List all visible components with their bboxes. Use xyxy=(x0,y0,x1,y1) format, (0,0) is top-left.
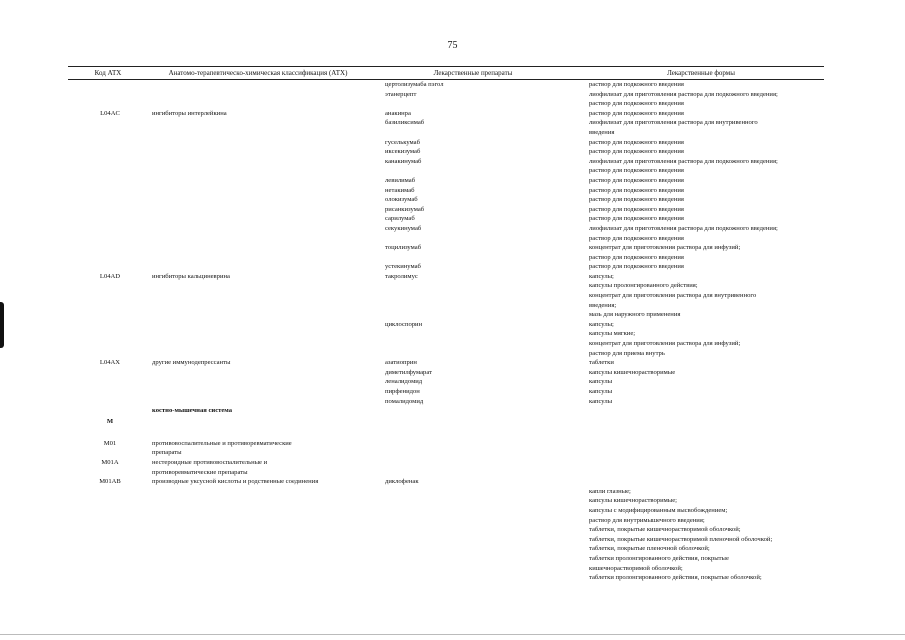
form-cell: введения xyxy=(589,128,615,136)
table-row xyxy=(68,90,824,100)
form-cell: раствор для подкожного введения xyxy=(589,205,684,213)
table-row xyxy=(68,358,824,368)
table-row xyxy=(68,243,824,253)
drug-cell: гуселькумаб xyxy=(385,138,420,146)
drug-cell: левилимаб xyxy=(385,176,416,184)
table-row xyxy=(68,544,824,554)
table-row xyxy=(68,234,824,244)
table-row xyxy=(68,138,824,148)
drug-cell: устекинумаб xyxy=(385,263,421,271)
table-row xyxy=(68,417,824,429)
form-cell: таблетки пролонгированного действия, покрытые оболочкой; xyxy=(589,574,762,582)
form-cell: капсулы xyxy=(589,397,613,405)
table-row xyxy=(68,487,824,497)
form-cell: концентрат для приготовления раствора для инфузий; xyxy=(589,340,741,348)
code-cell: L04AD xyxy=(99,272,121,280)
page-number: 75 xyxy=(447,40,458,51)
form-cell: мазь для наружного применения xyxy=(589,311,681,319)
form-cell: раствор для подкожного введения xyxy=(589,234,684,242)
table-row xyxy=(68,320,824,330)
form-cell: раствор для подкожного введения xyxy=(589,253,684,261)
table-row xyxy=(68,281,824,291)
form-cell: кишечнорастворимой оболочкой; xyxy=(589,564,683,572)
form-cell: капсулы xyxy=(589,378,613,386)
table-row xyxy=(68,429,824,439)
ath-cell: препараты xyxy=(152,449,182,457)
table-row xyxy=(68,516,824,526)
table-row xyxy=(68,377,824,387)
drug-cell: секукинумаб xyxy=(385,224,422,232)
ath-cell: костно-мышечная система xyxy=(152,407,233,415)
form-cell: лиофилизат для приготовления раствора для внутривенного xyxy=(589,119,758,127)
table-row xyxy=(68,80,824,90)
form-cell: раствор для подкожного введения xyxy=(589,109,684,117)
ath-cell: другие иммунодепрессанты xyxy=(152,359,231,367)
drug-cell: иксекизумаб xyxy=(385,148,421,156)
form-cell: раствор для подкожного введения xyxy=(589,186,684,194)
drug-cell: тоцилизумаб xyxy=(385,244,422,252)
drug-cell: помалидомид xyxy=(385,397,424,405)
form-cell: раствор для приема внутрь xyxy=(589,349,665,357)
table-row xyxy=(68,448,824,458)
form-cell: раствор для подкожного введения xyxy=(589,167,684,175)
form-cell: капсулы кишечнорастворимые xyxy=(589,368,676,376)
table-row xyxy=(68,166,824,176)
ath-cell: нестероидные противовоспалительные и xyxy=(152,458,268,466)
table-row xyxy=(68,339,824,349)
form-cell: капсулы кишечнорастворимые; xyxy=(589,497,677,505)
table-row xyxy=(68,554,824,564)
drug-cell: олокизумаб xyxy=(385,196,418,204)
form-cell: раствор для подкожного введения xyxy=(589,263,684,271)
table-row xyxy=(68,349,824,359)
table-row xyxy=(68,535,824,545)
drug-cell: канакинумаб xyxy=(385,157,422,165)
form-cell: капсулы мягкие; xyxy=(589,330,636,338)
drug-cell: леналидомид xyxy=(385,378,423,386)
table-row xyxy=(68,195,824,205)
table-row xyxy=(68,176,824,186)
drug-cell: диклофенак xyxy=(385,478,419,486)
ath-cell: противовоспалительные и противоревматические xyxy=(152,439,292,447)
table-row xyxy=(68,439,824,449)
header-drugs: Лекарственные препараты xyxy=(433,69,513,77)
form-cell: капсулы; xyxy=(589,320,614,328)
table-row xyxy=(68,214,824,224)
table-header xyxy=(68,66,824,80)
form-cell: раствор для внутримышечного введения; xyxy=(589,516,705,524)
drug-cell: этанерцепт xyxy=(385,90,417,98)
form-cell: раствор для подкожного введения xyxy=(589,148,684,156)
table-row xyxy=(68,458,824,468)
code-cell: M01 xyxy=(103,439,117,447)
code-cell: L04AC xyxy=(100,109,120,117)
table-body xyxy=(68,80,824,583)
form-cell: лиофилизат для приготовления раствора для подкожного введения; xyxy=(589,157,778,165)
form-cell: раствор для подкожного введения xyxy=(589,196,684,204)
table-row xyxy=(68,147,824,157)
form-cell: раствор для подкожного введения xyxy=(589,215,684,223)
code-cell: M xyxy=(106,418,114,426)
ath-cell: ингибиторы кальциневрина xyxy=(152,272,230,280)
form-cell: раствор для подкожного введения xyxy=(589,176,684,184)
table-row xyxy=(68,186,824,196)
table-row xyxy=(68,329,824,339)
table-row xyxy=(68,406,824,417)
page-bottom-edge xyxy=(0,634,905,635)
drug-cell: такролимус xyxy=(385,272,418,280)
drug-cell: циклоспорин xyxy=(385,320,423,328)
form-cell: капсулы; xyxy=(589,272,614,280)
table-row xyxy=(68,506,824,516)
form-cell: раствор для подкожного введения xyxy=(589,138,684,146)
table-row xyxy=(68,157,824,167)
table-row xyxy=(68,291,824,301)
code-cell: M01AB xyxy=(99,478,121,486)
drug-cell: нетакимаб xyxy=(385,186,415,194)
form-cell: капсулы пролонгированного действия; xyxy=(589,282,698,290)
drug-cell: анакинра xyxy=(385,109,411,117)
form-cell: капсулы xyxy=(589,388,613,395)
drug-cell: азатиоприн xyxy=(385,359,417,367)
form-cell: капли глазные; xyxy=(589,487,631,495)
table-row xyxy=(68,262,824,272)
drug-cell: рисанкизумаб xyxy=(385,205,425,213)
drug-cell: сарилумаб xyxy=(385,215,415,223)
table-row xyxy=(68,118,824,128)
form-cell: концентрат для приготовления раствора для инфузий; xyxy=(589,244,741,252)
code-cell: M01A xyxy=(101,458,119,466)
header-forms: Лекарственные формы xyxy=(667,69,735,77)
table-row xyxy=(68,109,824,119)
form-cell: лиофилизат для приготовления раствора для подкожного введения; xyxy=(589,224,778,232)
form-cell: введения; xyxy=(589,301,617,309)
form-cell: таблетки xyxy=(589,359,614,367)
form-cell: таблетки, покрытые кишечнорастворимой пленочной оболочкой; xyxy=(589,535,773,543)
table-row xyxy=(68,368,824,378)
code-cell: L04AX xyxy=(99,359,121,367)
table-row xyxy=(68,224,824,234)
form-cell: раствор для подкожного введения xyxy=(589,100,684,108)
table-row xyxy=(68,387,824,397)
form-cell: капсулы с модифицированным высвобождением; xyxy=(589,506,728,514)
form-cell: концентрат для приготовления раствора для внутривенного xyxy=(589,292,757,300)
table-row xyxy=(68,477,824,487)
header-code: Код АТХ xyxy=(94,69,122,77)
form-cell: таблетки, покрытые кишечнорастворимой оболочкой; xyxy=(589,526,741,534)
form-cell: таблетки пролонгированного действия, покрытые xyxy=(589,554,729,562)
table-row xyxy=(68,253,824,263)
form-cell: раствор для подкожного введения xyxy=(589,81,684,88)
drug-cell: диметилфумарат xyxy=(385,368,432,376)
drug-cell: базиликсимаб xyxy=(385,119,425,127)
table-row xyxy=(68,128,824,138)
ath-cell: противоревматические препараты xyxy=(152,468,248,476)
drug-cell: цертолизумаба пэгол xyxy=(385,81,444,88)
form-cell: таблетки, покрытые пленочной оболочкой; xyxy=(589,545,710,553)
form-cell: лиофилизат для приготовления раствора для подкожного введения; xyxy=(589,90,778,98)
table-row xyxy=(68,310,824,320)
table-row xyxy=(68,573,824,583)
ath-cell: производные уксусной кислоты и родственные соединения xyxy=(152,478,319,486)
table-row xyxy=(68,397,824,407)
drug-cell: пирфенидон xyxy=(385,388,420,395)
table-row xyxy=(68,99,824,109)
ath-cell: ингибиторы интерлейкина xyxy=(152,109,227,117)
table-row xyxy=(68,468,824,478)
scan-edge-mark xyxy=(0,302,4,348)
table-row xyxy=(68,525,824,535)
table-row xyxy=(68,496,824,506)
header-ath: Анатомо-терапевтическо-химическая классификация (АТХ) xyxy=(168,69,348,77)
table-row xyxy=(68,205,824,215)
table-row xyxy=(68,564,824,574)
table-row xyxy=(68,272,824,282)
table-row xyxy=(68,301,824,311)
